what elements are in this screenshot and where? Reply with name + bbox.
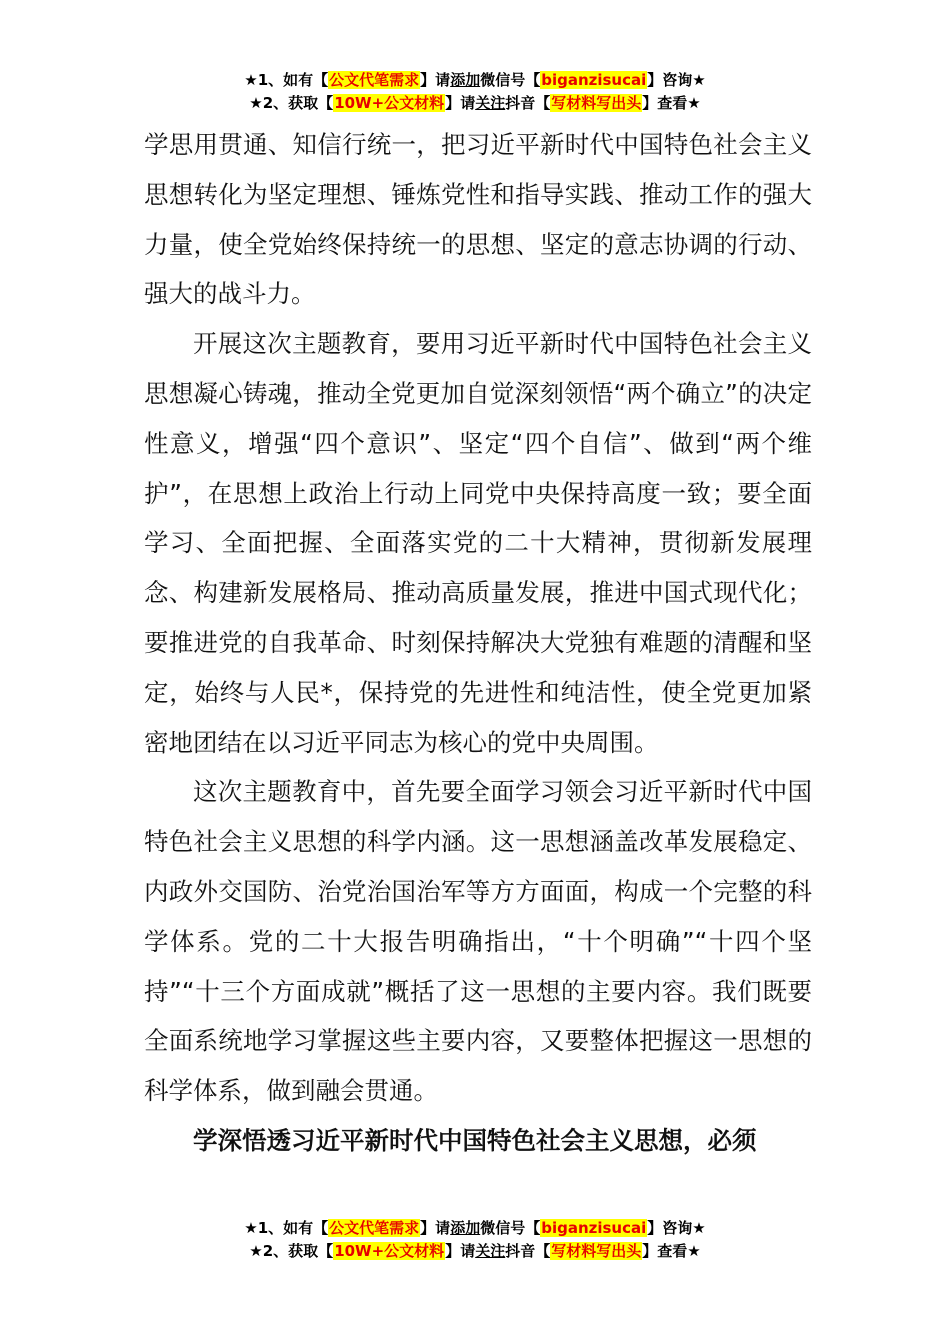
banner-text: ★2、获取【 [249, 94, 334, 112]
section-heading: 学深悟透习近平新时代中国特色社会主义思想，必须 [193, 1125, 757, 1155]
banner-text: 微信号【 [480, 71, 541, 89]
header-banner [0, 69, 950, 115]
banner-text: 】请 [420, 71, 451, 89]
banner-text: 】查看★ [642, 1242, 701, 1260]
banner-text: 】查看★ [642, 94, 701, 112]
douyin-id-highlight: 写材料写出头 [551, 94, 642, 112]
banner-text: 】咨询★ [647, 71, 706, 89]
document-body [144, 120, 812, 1166]
banner-line-2 [0, 1240, 950, 1263]
paragraph-continued: 学思用贯通、知信行统一，把习近平新时代中国特色社会主义思想转化为坚定理想、锤炼党性和指导实践、推动工作的强大力量，使全党始终保持统一的思想、坚定的意志协调的行动、强大的战斗力。 [144, 130, 812, 309]
underlined-text: 关注 [475, 1242, 506, 1260]
banner-text: ★1、如有【 [244, 1219, 329, 1237]
douyin-id-highlight: 写材料写出头 [551, 1242, 642, 1260]
banner-text: 微信号【 [480, 1219, 541, 1237]
underlined-text: 添加 [450, 71, 481, 89]
banner-line-1 [0, 69, 950, 92]
underlined-text: 关注 [475, 94, 506, 112]
highlight-label: 公文代笔需求 [329, 1219, 420, 1237]
wechat-id-highlight: biganzisucai [541, 71, 647, 89]
highlight-label: 10W+公文材料 [334, 94, 445, 112]
underlined-text: 添加 [450, 1219, 481, 1237]
banner-text: 抖音【 [505, 94, 551, 112]
banner-text: 】咨询★ [647, 1219, 706, 1237]
banner-text: 】请 [420, 1219, 451, 1237]
footer-banner [0, 1217, 950, 1263]
banner-text: ★2、获取【 [249, 1242, 334, 1260]
wechat-id-highlight: biganzisucai [541, 1219, 647, 1237]
paragraph: 开展这次主题教育，要用习近平新时代中国特色社会主义思想凝心铸魂，推动全党更加自觉深刻领悟“两个确立”的决定性意义，增强“四个意识”、坚定“四个自信”、做到“两个维护”，在思想上政治上行动上同党中央保持高度一致；要全面学习、全面把握、全面落实党的二十大精神，贯彻新发展理念、构建新发展格局、推动高质量发展，推进中国式现代化；要推进党的自我革命、时刻保持解决大党独有难题的清醒和坚定，始终与人民*，保持党的先进性和纯洁性，使全党更加紧密地团结在以习近平同志为核心的党中央周围。 [144, 329, 812, 757]
banner-text: 】请 [445, 94, 476, 112]
banner-text: 】请 [445, 1242, 476, 1260]
paragraph: 这次主题教育中，首先要全面学习领会习近平新时代中国特色社会主义思想的科学内涵。这一思想涵盖改革发展稳定、内政外交国防、治党治国治军等方方面面，构成一个完整的科学体系。党的二十大报告明确指出，“十个明确”“十四个坚持”“十三个方面成就”概括了这一思想的主要内容。我们既要全面系统地学习掌握这些主要内容，又要整体把握这一思想的科学体系，做到融会贯通。 [144, 777, 812, 1106]
banner-line-2 [0, 92, 950, 115]
banner-text: ★1、如有【 [244, 71, 329, 89]
highlight-label: 公文代笔需求 [329, 71, 420, 89]
highlight-label: 10W+公文材料 [334, 1242, 445, 1260]
banner-text: 抖音【 [505, 1242, 551, 1260]
banner-line-1 [0, 1217, 950, 1240]
